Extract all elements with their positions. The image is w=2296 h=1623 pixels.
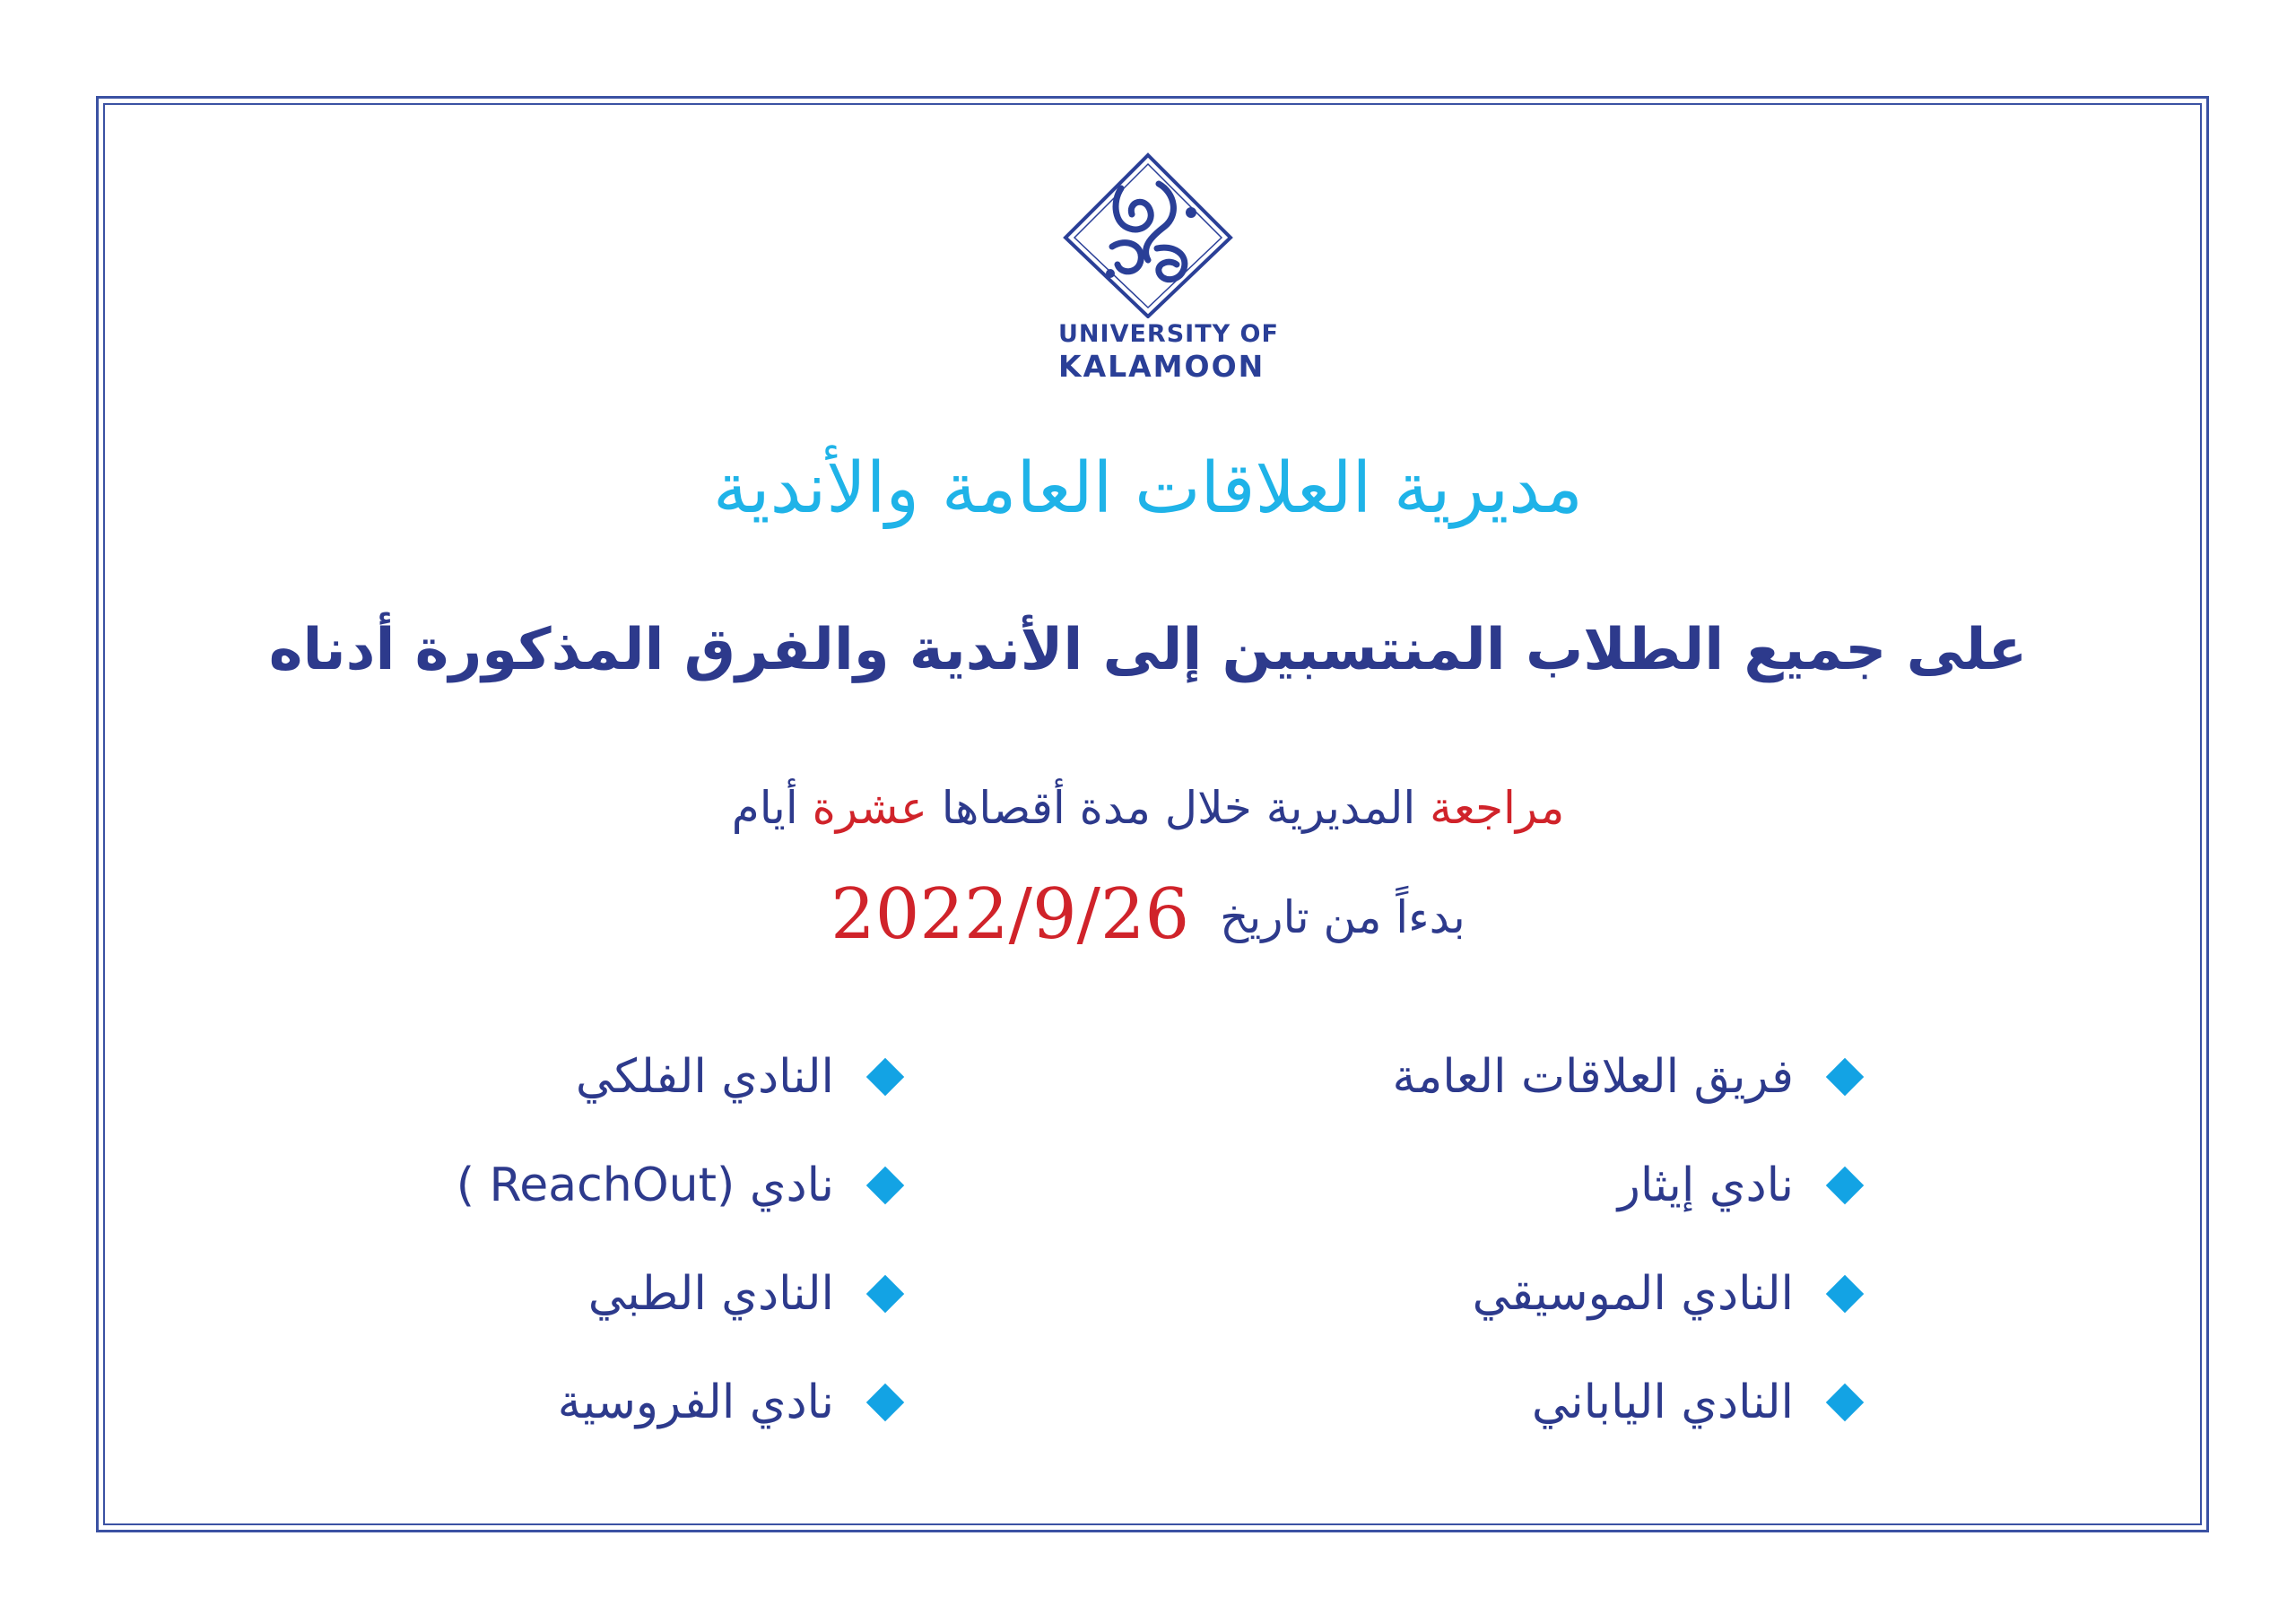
notice-from-label: بدءاً من تاريخ <box>1220 891 1465 943</box>
club-name: النادي الطبي <box>587 1266 834 1321</box>
notice-text-1: المديرية خلال مدة أقصاها <box>926 782 1431 834</box>
club-name: نادي إيثار <box>1617 1158 1794 1212</box>
page-title: مديرية العلاقات العامة والأندية <box>713 448 1583 529</box>
diamond-bullet-icon <box>866 1166 904 1203</box>
diamond-bullet-icon <box>1826 1057 1864 1095</box>
clubs-list-right <box>1393 1022 1858 1456</box>
notice-keyword-review: مراجعة <box>1430 782 1565 834</box>
club-name: النادي الموسيقي <box>1472 1266 1794 1321</box>
diamond-bullet-icon <box>866 1274 904 1312</box>
university-logo <box>1058 148 1279 384</box>
diamond-bullet-icon <box>866 1057 904 1095</box>
list-item <box>457 1348 899 1456</box>
list-item <box>457 1022 899 1131</box>
diamond-bullet-icon <box>1826 1383 1864 1420</box>
club-name: نادي الفروسية <box>557 1375 834 1429</box>
page-subtitle: على جميع الطلاب المنتسبين إلى الأندية والفرق المذكورة أدناه <box>268 617 2028 683</box>
list-item <box>1393 1131 1858 1239</box>
diamond-bullet-icon <box>866 1383 904 1420</box>
diamond-bullet-icon <box>1826 1166 1864 1203</box>
diamond-bullet-icon <box>1826 1274 1864 1312</box>
calligraphy-emblem-icon <box>1058 148 1238 318</box>
list-item <box>1393 1348 1858 1456</box>
club-name: فريق العلاقات العامة <box>1392 1049 1794 1104</box>
notice-keyword-ten: عشرة <box>812 782 927 834</box>
notice-text-2: أيام <box>731 782 813 834</box>
logo-text-line1: UNIVERSITY OF <box>1058 320 1279 348</box>
list-item <box>457 1239 899 1348</box>
club-name: النادي الياباني <box>1531 1375 1794 1429</box>
list-item <box>1393 1239 1858 1348</box>
logo-text-line2: KALAMOON <box>1058 349 1265 384</box>
notice-line-1 <box>0 782 2296 834</box>
list-item <box>457 1131 899 1239</box>
notice-line-2 <box>0 874 2296 955</box>
notice-date: 2022/9/26 <box>831 874 1190 955</box>
clubs-list-left <box>457 1022 899 1456</box>
list-item <box>1393 1022 1858 1131</box>
club-name: نادي (ReachOut ) <box>456 1158 834 1212</box>
club-name: النادي الفلكي <box>575 1049 834 1104</box>
